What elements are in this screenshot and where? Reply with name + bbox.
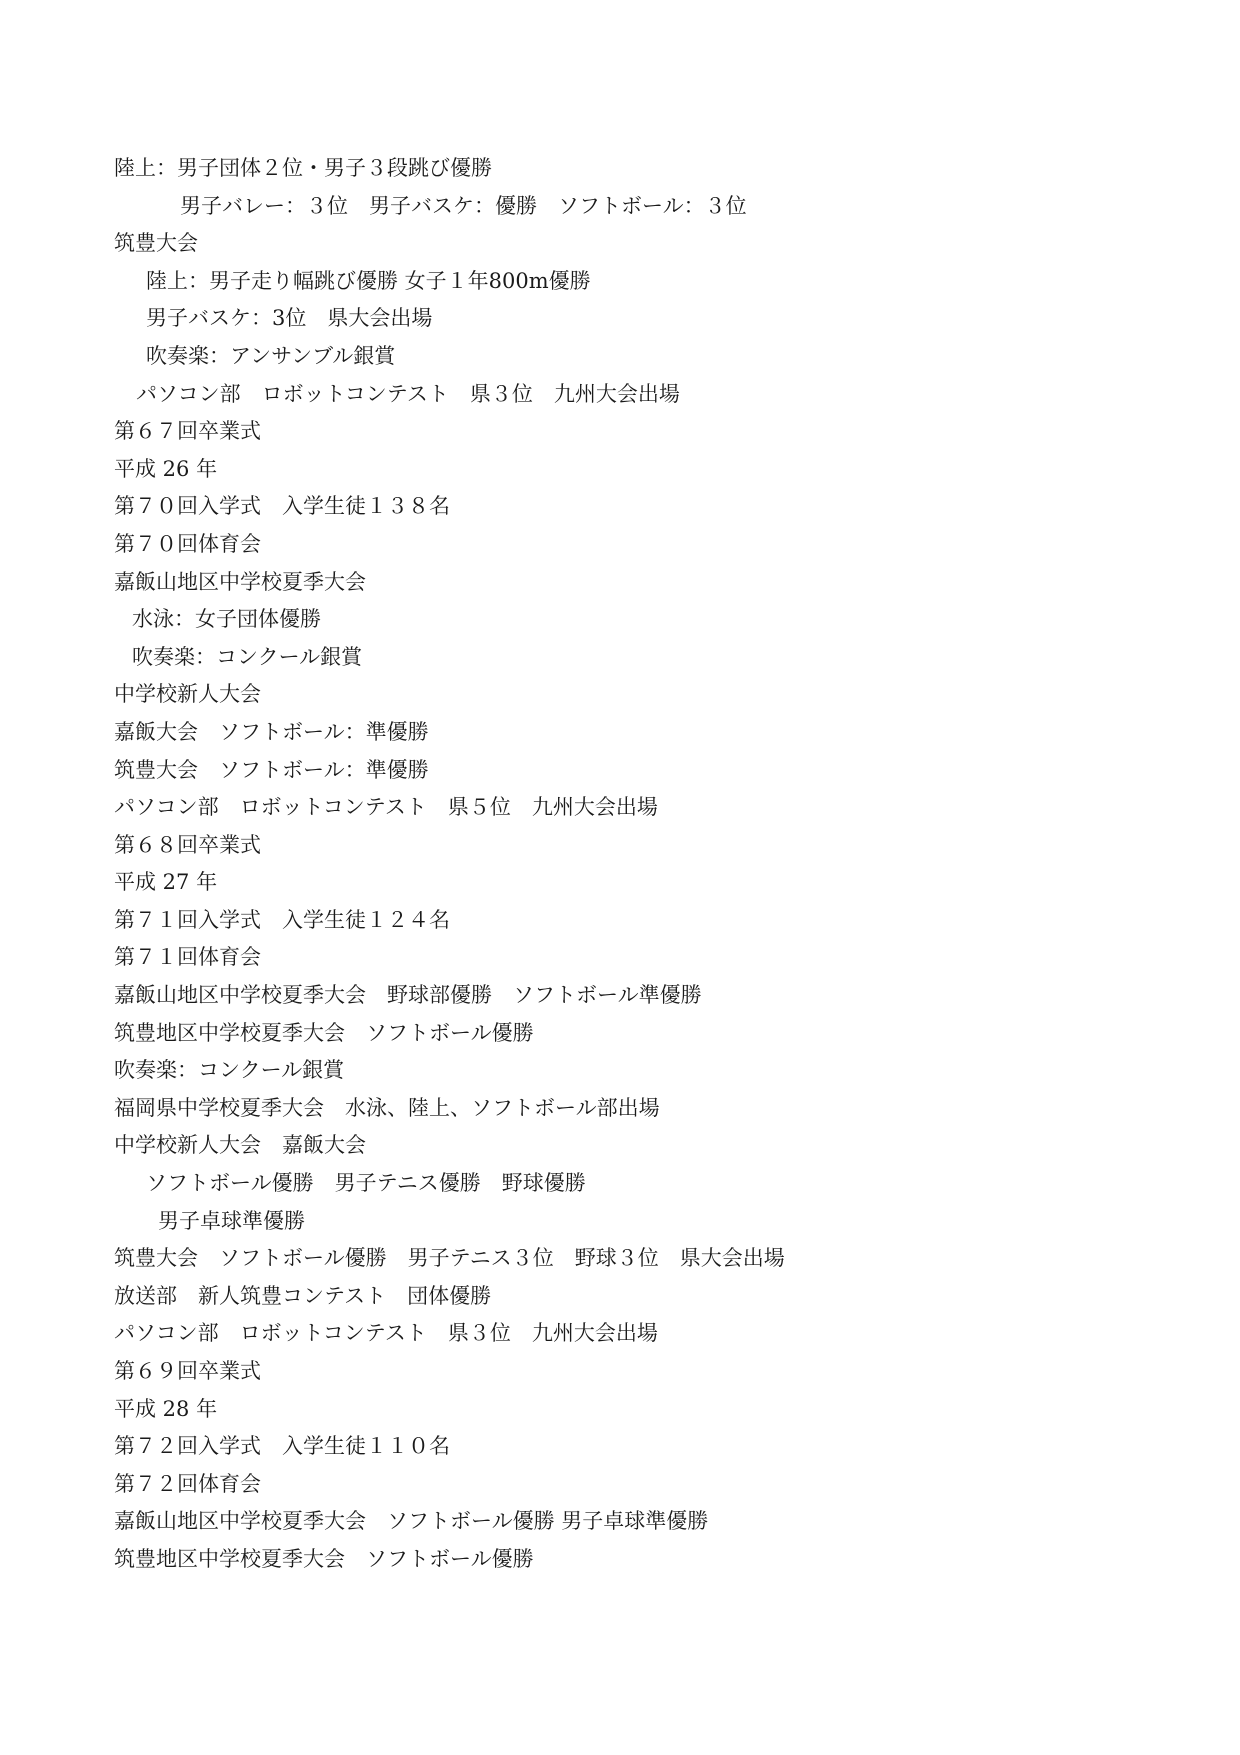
text-line: パソコン部 ロボットコンテスト 県３位 九州大会出場: [114, 1321, 658, 1346]
text-line: 陸上：男子走り幅跳び優勝 女子１年800m優勝: [146, 268, 591, 293]
text-line: 福岡県中学校夏季大会 水泳、陸上、ソフトボール部出場: [114, 1095, 660, 1120]
text-line: 筑豊大会: [114, 231, 198, 256]
text-line: 陸上：男子団体２位・男子３段跳び優勝: [114, 156, 492, 180]
text-line: 平成 26 年: [114, 456, 218, 481]
text-line: 吹奏楽：アンサンブル銀賞: [146, 343, 396, 368]
text-line: 第７１回入学式 入学生徒１２４名: [114, 907, 450, 932]
text-line: 筑豊地区中学校夏季大会 ソフトボール優勝: [114, 1546, 534, 1571]
text-line: 第７０回体育会: [114, 531, 261, 556]
text-line: 男子バスケ：3位 県大会出場: [146, 306, 433, 331]
text-line: 嘉飯山地区中学校夏季大会 ソフトボール優勝 男子卓球準優勝: [114, 1509, 709, 1534]
text-line: 筑豊大会 ソフトボール：準優勝: [114, 757, 429, 782]
text-line: パソコン部 ロボットコンテスト 県５位 九州大会出場: [114, 795, 658, 820]
text-line: 第７２回入学式 入学生徒１１０名: [114, 1434, 450, 1459]
text-line: ソフトボール優勝 男子テニス優勝 野球優勝: [146, 1171, 586, 1196]
text-line: 第７０回入学式 入学生徒１３８名: [114, 494, 450, 519]
text-line: 嘉飯大会 ソフトボール：準優勝: [114, 719, 429, 744]
text-line: 水泳：女子団体優勝: [132, 607, 321, 632]
text-line: 第６９回卒業式: [114, 1359, 261, 1383]
text-line: 平成 28 年: [114, 1396, 218, 1421]
text-line: 放送部 新人筑豊コンテスト 団体優勝: [114, 1283, 492, 1308]
text-line: 筑豊大会 ソフトボール優勝 男子テニス３位 野球３位 県大会出場: [114, 1246, 785, 1271]
text-line: 中学校新人大会: [114, 682, 261, 707]
text-line: 中学校新人大会 嘉飯大会: [114, 1133, 366, 1158]
text-line: 第７２回体育会: [114, 1471, 261, 1496]
text-line: 嘉飯山地区中学校夏季大会 野球部優勝 ソフトボール準優勝: [114, 983, 702, 1008]
text-line: パソコン部 ロボットコンテスト 県３位 九州大会出場: [136, 381, 680, 406]
text-line: 第６８回卒業式: [114, 832, 261, 857]
text-line: 平成 27 年: [114, 870, 218, 895]
text-line: 吹奏楽：コンクール銀賞: [114, 1058, 345, 1083]
text-line: 第６７回卒業式: [114, 419, 261, 444]
text-line: 第７１回体育会: [114, 945, 261, 970]
history-text: [114, 150, 1134, 1579]
text-line: 吹奏楽：コンクール銀賞: [132, 644, 363, 669]
text-line: 男子バレー：３位 男子バスケ：優勝 ソフトボール：３位: [180, 193, 747, 218]
text-line: 男子卓球準優勝: [158, 1208, 305, 1233]
text-line: 嘉飯山地区中学校夏季大会: [114, 569, 366, 594]
text-line: 筑豊地区中学校夏季大会 ソフトボール優勝: [114, 1020, 534, 1045]
